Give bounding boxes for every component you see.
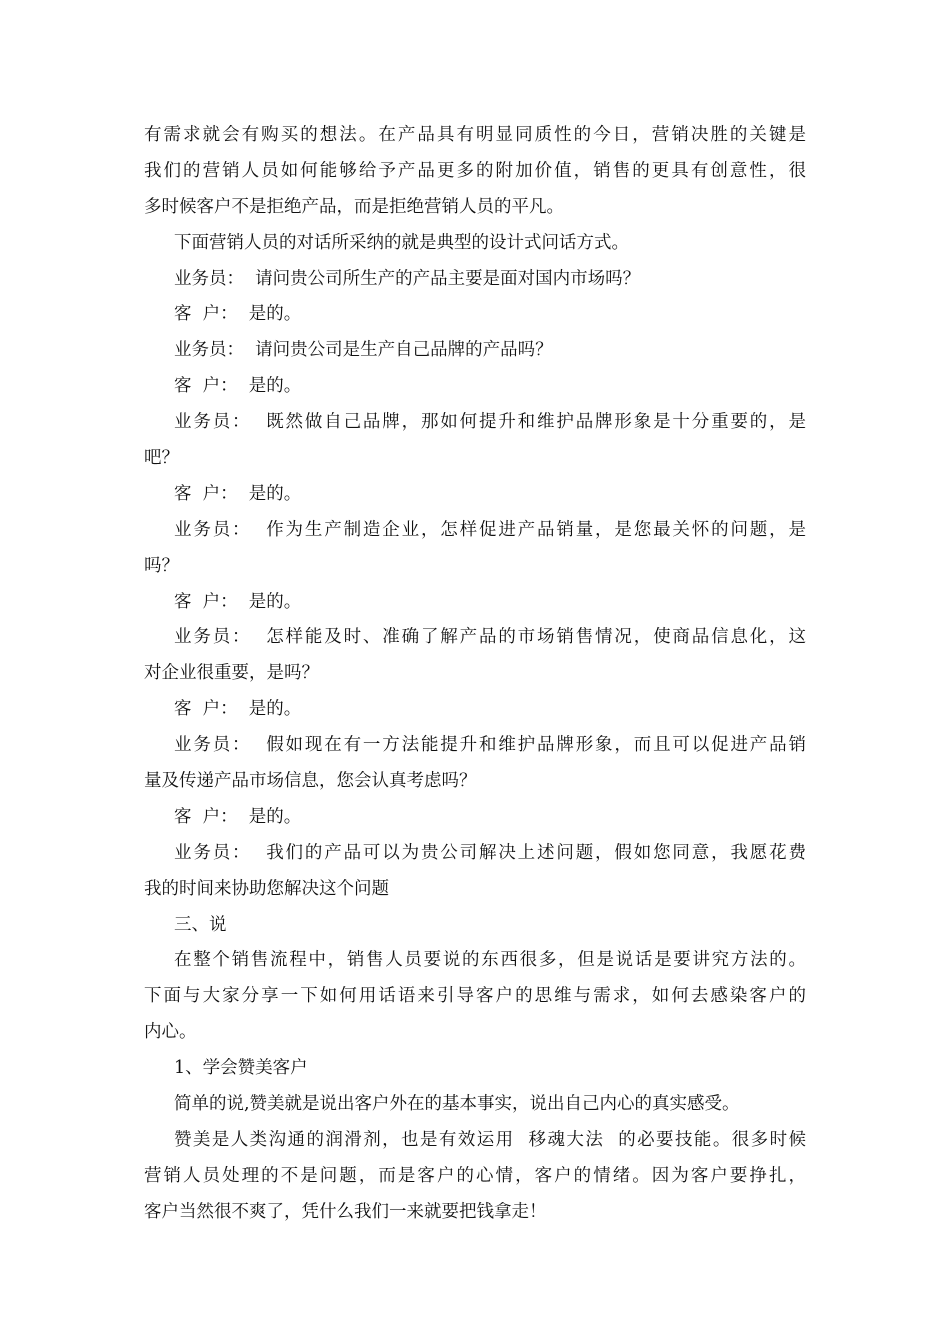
text-line: 吗？ — [144, 555, 179, 576]
document-body — [144, 118, 806, 1231]
text-line: 我们的营销人员如何能够给予产品更多的附加价值，销售的更具有创意性，很 — [144, 160, 806, 181]
text-line: 下面与大家分享一下如何用话语来引导客户的思维与需求，如何去感染客户的 — [144, 986, 806, 1007]
text-line: 业务员： 请问贵公司所生产的产品主要是面对国内市场吗？ — [174, 268, 641, 289]
text-line: 1、学会赞美客户 — [174, 1058, 308, 1079]
text-line: 业务员： 假如现在有一方法能提升和维护品牌形象，而且可以促进产品销 — [174, 735, 806, 756]
text-line: 客 户： 是的。 — [174, 376, 302, 397]
text-line: 吧？ — [144, 448, 179, 469]
text-line: 营销人员处理的不是问题，而是客户的心情，客户的情绪。因为客户要挣扎， — [144, 1165, 806, 1186]
text-line: 三、说 — [174, 914, 227, 935]
text-line: 简单的说,赞美就是说出客户外在的基本事实，说出自己内心的真实感受。 — [174, 1094, 740, 1115]
text-line: 客 户： 是的。 — [174, 591, 302, 612]
text-line: 我的时间来协助您解决这个问题 — [144, 878, 389, 899]
text-line: 业务员： 既然做自己品牌，那如何提升和维护品牌形象是十分重要的，是 — [174, 412, 806, 433]
text-line: 下面营销人员的对话所采纳的就是典型的设计式问话方式。 — [174, 232, 629, 253]
text-line: 客 户： 是的。 — [174, 699, 302, 720]
text-line: 量及传递产品市场信息，您会认真考虑吗？ — [144, 771, 477, 792]
text-line: 客 户： 是的。 — [174, 304, 302, 325]
text-line: 内心。 — [144, 1022, 197, 1043]
text-line: 有需求就会有购买的想法。在产品具有明显同质性的今日，营销决胜的关键是 — [144, 125, 806, 145]
text-line: 在整个销售流程中，销售人员要说的东西很多，但是说话是要讲究方法的。 — [174, 950, 806, 971]
text-line: 业务员： 怎样能及时、准确了解产品的市场销售情况，使商品信息化，这 — [174, 627, 806, 648]
text-line: 客 户： 是的。 — [174, 806, 302, 827]
text-line: 赞美是人类沟通的润滑剂，也是有效运用 移魂大法 的必要技能。很多时候 — [174, 1129, 806, 1150]
text-line: 业务员： 请问贵公司是生产自己品牌的产品吗？ — [174, 340, 553, 361]
text-line: 客 户： 是的。 — [174, 483, 302, 504]
text-line: 业务员： 作为生产制造企业，怎样促进产品销量，是您最关怀的问题，是 — [174, 519, 806, 540]
text-line: 客户当然很不爽了，凭什么我们一来就要把钱拿走！ — [144, 1201, 547, 1222]
text-line: 对企业很重要，是吗？ — [144, 663, 319, 684]
text-line: 业务员： 我们的产品可以为贵公司解决上述问题，假如您同意，我愿花费 — [174, 842, 806, 863]
text-line: 多时候客户不是拒绝产品，而是拒绝营销人员的平凡。 — [144, 196, 564, 217]
